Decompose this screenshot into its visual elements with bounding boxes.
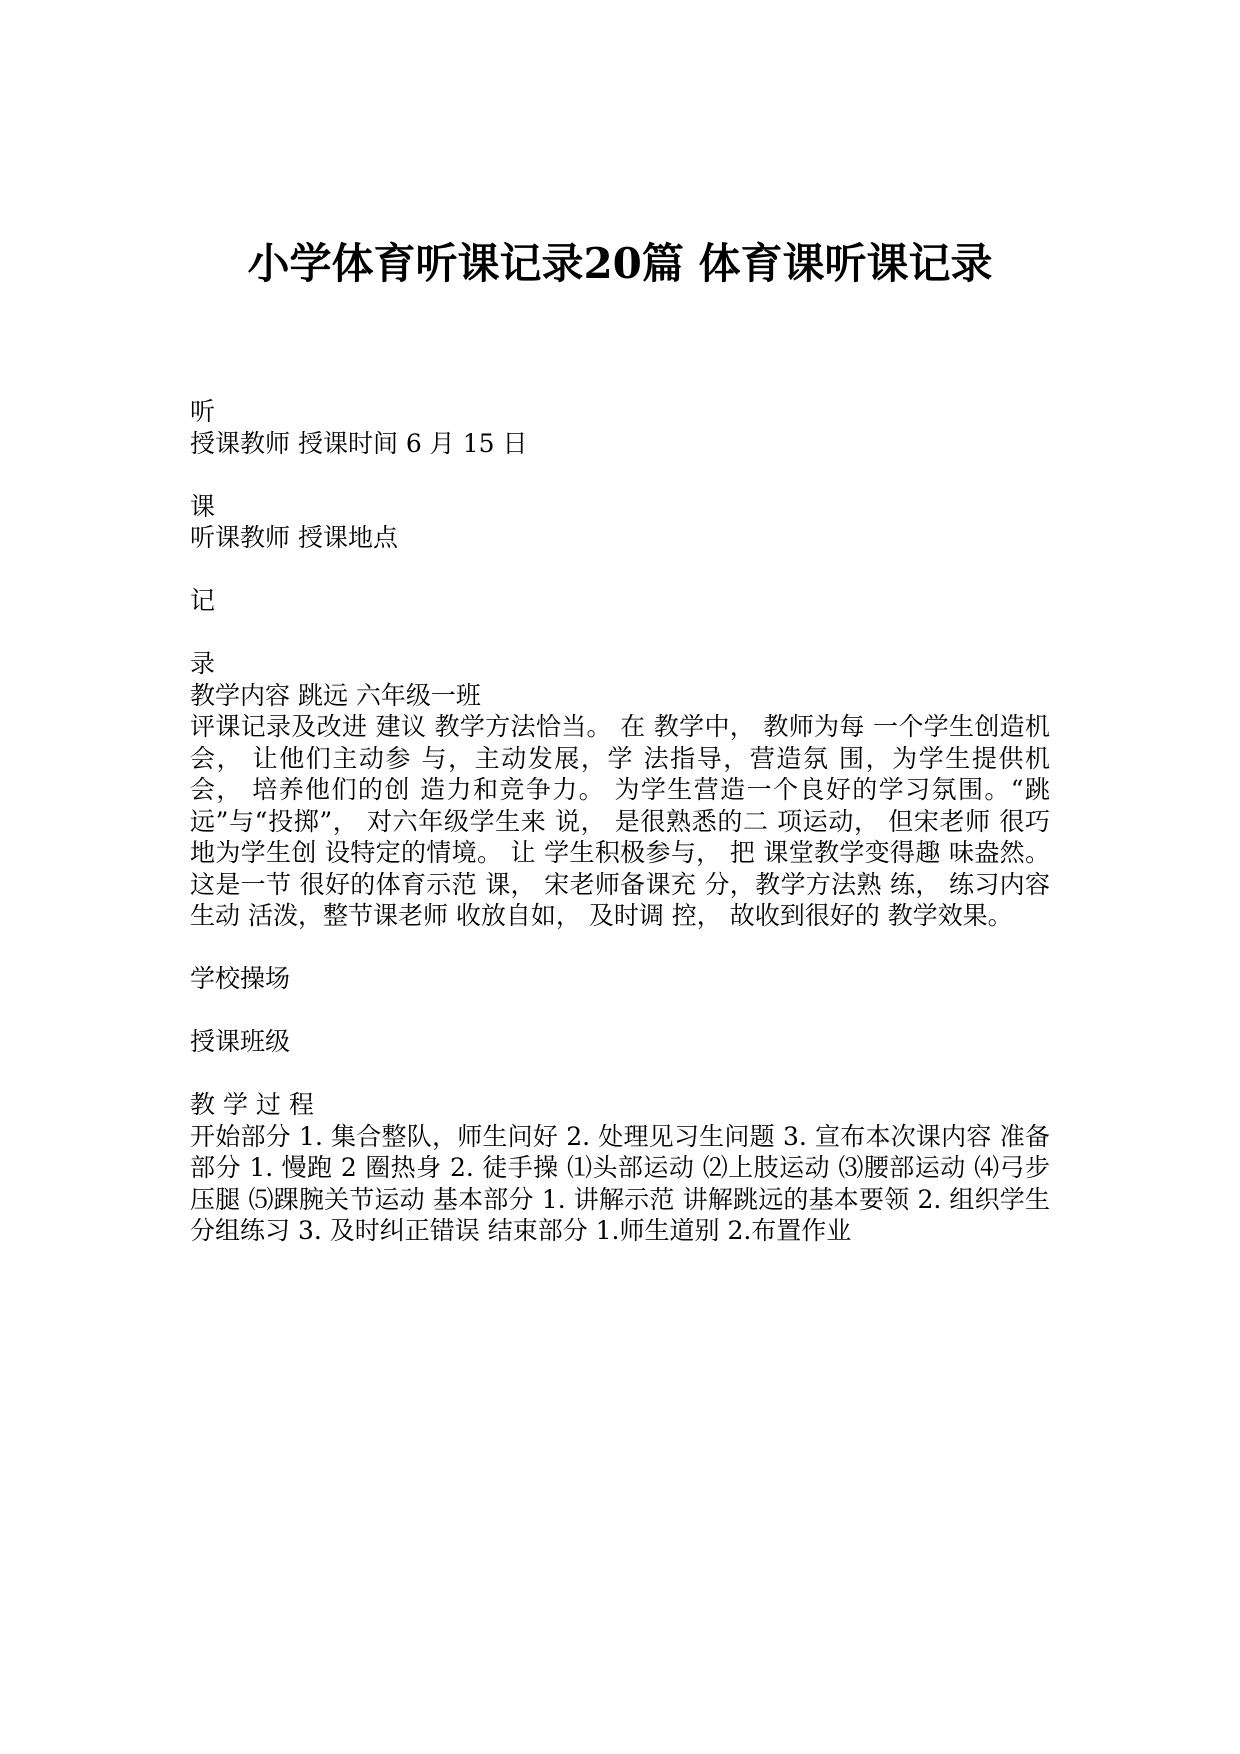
process-paragraph: 开始部分 1. 集合整队，师生问好 2. 处理见习生问题 3. 宣布本次课内容 准备部分 1. 慢跑 2 圈热身 2. 徒手操 ⑴头部运动 ⑵上肢运动 ⑶腰部运动 ⑷弓步压腿 ⑸踝腕关节运动 基本部分 1. 讲解示范 讲解跳远的基本要领 2. 组织学生分组练习 3. 及时纠正错误 结束部分 1.师生道别 2.布置作业 [190, 1121, 1050, 1245]
side-label-ji: 记 [190, 586, 216, 615]
teaching-content-row: 教学内容 跳远 六年级一班 [190, 680, 481, 710]
document-body [190, 396, 1050, 1278]
observer-location-row: 听课教师 授课地点 [190, 523, 398, 552]
evaluation-paragraph: 评课记录及改进 建议 教学方法恰当。 在 教学中， 教师为每 一个学生创造机 会， 让他们主动参 与，主动发展，学 法指导，营造氛 围，为学生提供机 会， 培养他们的创 造力和竞争力。 为学生营造一个良好的学习氛围。“跳远”与“投掷”， 对六年级学生来 说， 是很熟悉的二 项运动， 但宋老师 很巧地为学生创 设特定的情境。 让 学生积极参与， 把 课堂教学变得趣 味盎然。 这是一节 很好的体育示范 课， 宋老师备课充 分，教学方法熟 练， 练习内容生动 活泼，整节课老师 收放自如， 及时调 控， 故收到很好的 教学效果。 [190, 712, 1050, 930]
block-process [190, 1089, 1050, 1247]
block-lesson [190, 491, 1050, 554]
teacher-time-row: 授课教师 授课时间 6 月 15 日 [190, 428, 528, 458]
block-class-label [190, 1026, 1050, 1058]
block-evaluation [190, 648, 1050, 932]
block-record [190, 585, 1050, 617]
side-label-ke: 课 [190, 491, 216, 521]
side-label-ting: 听 [190, 397, 216, 426]
document-title: 小学体育听课记录20篇 体育课听课记录 [247, 239, 993, 288]
block-location-value [190, 963, 1050, 995]
block-listen [190, 396, 1050, 459]
process-heading: 教 学 过 程 [190, 1090, 314, 1119]
location-value: 学校操场 [190, 964, 291, 993]
side-label-lu: 录 [190, 649, 216, 678]
class-label: 授课班级 [190, 1027, 291, 1056]
